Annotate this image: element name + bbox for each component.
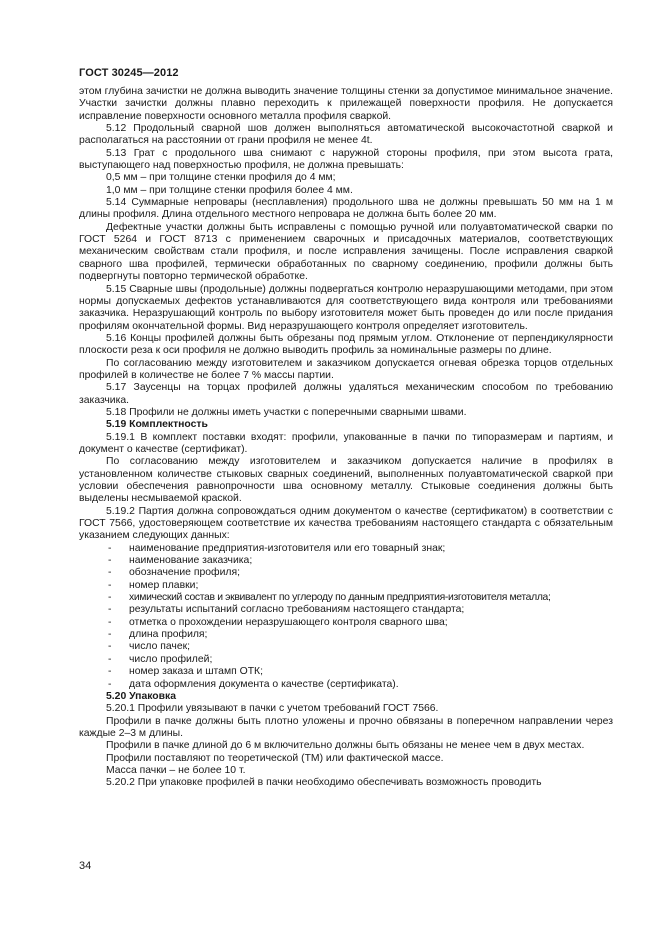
list-dash: - [108,629,112,641]
list-item: - длина профиля; [79,629,613,641]
paragraph-flame-cutting: По согласованию между изготовителем и заказчиком допускается огневая обрезка торцов отдельных профилей в количестве не более 7 % массы партии. [79,357,613,381]
list-dash: - [108,678,112,690]
list-item: - дата оформления документа о качестве (сертификата). [79,679,613,691]
list-item: - наименование предприятия-изготовителя или его товарный знак; [79,543,613,555]
certificate-data-list [79,543,613,691]
paragraph-bundle-tying: Профили в пачке должны быть плотно уложены и прочно обвязаны в поперечном направлении через каждые 2–3 м длины. [79,715,613,739]
paragraph-continuation: этом глубина зачистки не должна выводить значение толщины стенки за допустимое минимальное значение. Участки зачистки должны плавно переходить к прилежащей поверхности профиля. Не допускается исправление поверхности основного металла профиля сваркой. [79,86,613,122]
paragraph-bundle-mass: Масса пачки – не более 10 т. [106,764,246,776]
list-dash: - [108,666,112,678]
list-dash: - [108,604,112,616]
list-dash: - [108,592,112,604]
section-heading-packaging: 5.20 Упаковка [106,690,177,702]
list-item: - обозначение профиля; [79,567,613,579]
paragraph-5-20-2: 5.20.2 При упаковке профилей в пачки необходимо обеспечивать возможность проводить [106,777,542,789]
paragraph-mass-basis: Профили поставляют по теоретической (ТМ) или фактической массе. [106,752,444,764]
list-dash: - [108,616,112,628]
list-item: - номер плавки; [79,580,613,592]
paragraph-5-14: 5.14 Суммарные непровары (несплавления) продольного шва не должны превышать 50 мм на 1 м длины профиля. Длина отдельного местного непровара не должна быть более 20 мм. [79,197,613,221]
document-code-header: ГОСТ 30245—2012 [79,67,179,79]
list-item: - номер заказа и штамп ОТК; [79,666,613,678]
paragraph-5-13: 5.13 Грат с продольного шва снимают с наружной стороны профиля, при этом высота грата, выступающего над поверхностью профиля, не должна превышать: [79,147,613,172]
list-item: - отметка о прохождении неразрушающего контроля сварного шва; [79,617,613,629]
paragraph-5-19-2: 5.19.2 Партия должна сопровождаться одним документом о качестве (сертификатом) в соответствии с ГОСТ 7566, удостоверяющем соответствие их качества требованиям настоящего стандарта с обязательным указанием следующих данных: [79,505,613,542]
section-heading-completeness: 5.19 Комплектность [106,419,208,431]
list-item: - результаты испытаний согласно требованиям настоящего стандарта; [79,604,613,616]
paragraph-5-20-1: 5.20.1 Профили увязывают в пачки с учетом требований ГОСТ 7566. [106,703,439,715]
list-item: - химический состав и эквивалент по углероду по данным предприятия-изготовителя металла; [79,592,613,604]
list-item: - число пачек; [79,641,613,653]
list-item: - число профилей; [79,654,613,666]
paragraph-5-12: 5.12 Продольный сварной шов должен выполняться автоматической высокочастотной сваркой и располагаться на расстоянии от грани профиля не менее 4t. [79,123,613,147]
document-body [79,86,613,790]
paragraph-5-17: 5.17 Заусенцы на торцах профилей должны удаляться механическим способом по требованию заказчика. [79,382,613,406]
paragraph-5-18: 5.18 Профили не должны иметь участки с поперечными сварными швами. [106,406,467,418]
paragraph-burr-limit-2: 1,0 мм – при толщине стенки профиля более 4 мм. [106,184,353,196]
list-dash: - [108,555,112,567]
paragraph-bundle-places: Профили в пачке длиной до 6 м включительно должны быть обязаны не менее чем в двух местах. [106,740,585,752]
paragraph-5-16: 5.16 Концы профилей должны быть обрезаны под прямым углом. Отклонение от перпендикулярности плоскости реза к оси профиля не должно выводить профиль за номинальные размеры по длине. [79,332,613,357]
list-dash: - [108,653,112,665]
list-dash: - [108,567,112,579]
list-dash: - [108,641,112,653]
list-dash: - [108,579,112,591]
paragraph-5-15: 5.15 Сварные швы (продольные) должны подвергаться контролю неразрушающими методами, при этом нормы допускаемых дефектов устанавливаются для соответствующего вида контроля или требованиями заказчика. Неразрушающий контроль по выбору изготовителя может быть проведен до или после придания профилям окончательной формы. Вид неразрушающего контроля определяет изготовитель. [79,283,613,332]
list-item: - наименование заказчика; [79,555,613,567]
paragraph-burr-limit-1: 0,5 мм – при толщине стенки профиля до 4 мм; [106,172,336,184]
page-number: 34 [79,860,92,872]
paragraph-defect-repair: Дефектные участки должны быть исправлены с помощью ручной или полуавтоматической сварки по ГОСТ 5264 и ГОСТ 8713 с применением сварочных и присадочных материалов, соответствующих механическим свойствам стали профиля, и после исправления зачищены. После исправления сваркой сварного шва профилей, термически обработанных по сварному соединению, профили должны быть подвергнуты повторно термической обработке. [79,221,613,283]
paragraph-butt-joints: По согласованию между изготовителем и заказчиком допускается наличие в профилях в установленном количестве стыковых сварных соединений, выполненных полуавтоматической сваркой при условии обеспечения равнопрочности шва основному металлу. Стыковые соединения должны быть выделены несмываемой краской. [79,456,613,505]
list-dash: - [108,542,112,554]
paragraph-5-19-1: 5.19.1 В комплект поставки входят: профили, упакованные в пачки по типоразмерам и партиям, и документ о качестве (сертификат). [79,431,613,455]
